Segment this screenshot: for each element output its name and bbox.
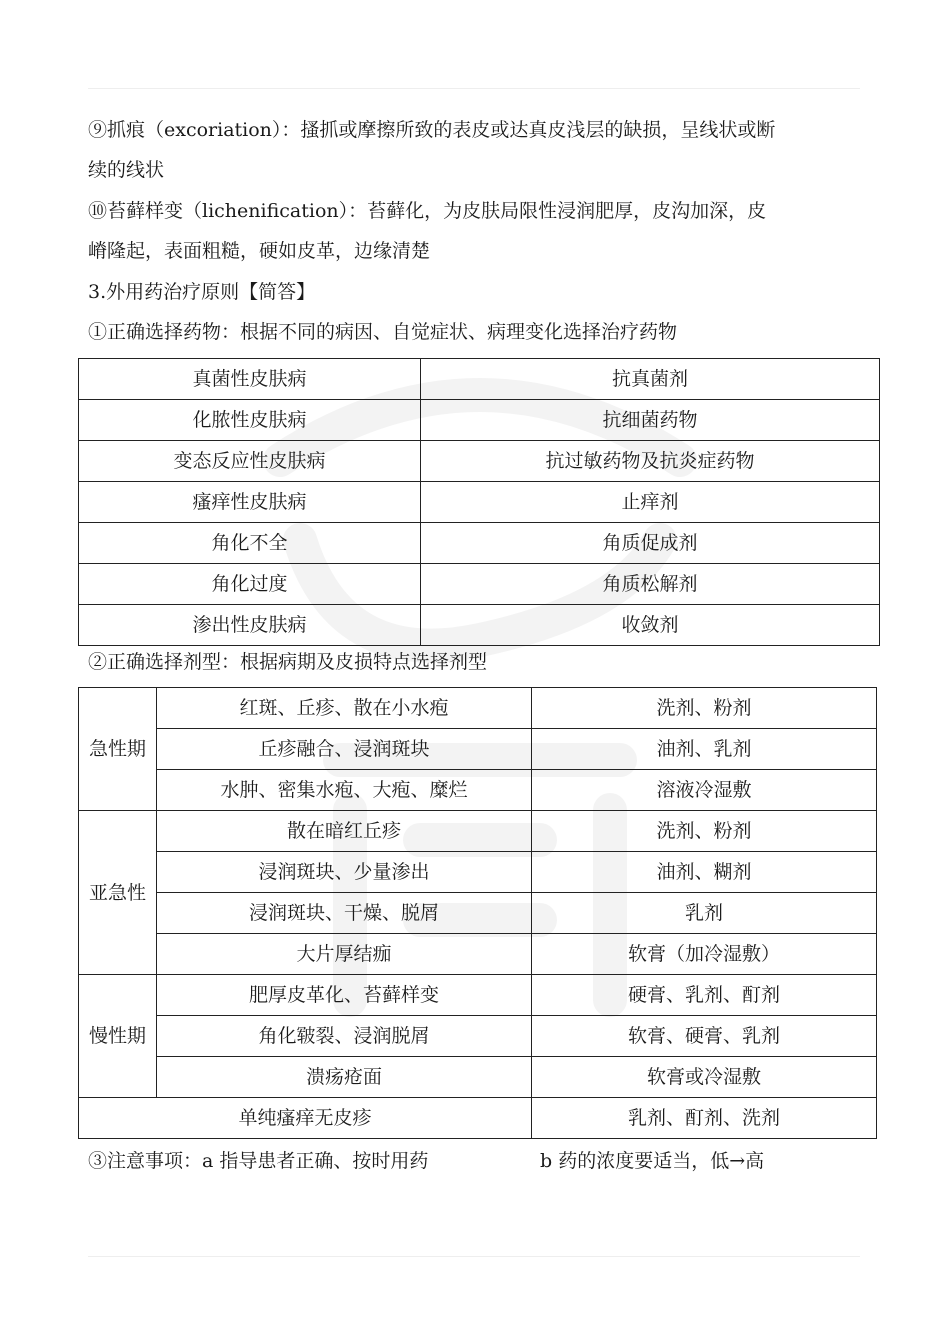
disease-cell: 真菌性皮肤病 xyxy=(79,359,421,400)
stage-cell-acute: 急性期 xyxy=(79,688,157,811)
footer-form-cell: 乳剂、酊剂、洗剂 xyxy=(532,1098,877,1139)
lesion-cell: 浸润斑块、干燥、脱屑 xyxy=(157,893,532,934)
point-3-text xyxy=(88,1148,428,1174)
drug-selection-table xyxy=(78,358,880,646)
table-row xyxy=(79,359,880,400)
table-row xyxy=(79,688,877,729)
form-cell: 溶液冷湿敷 xyxy=(532,770,877,811)
drug-cell: 抗真菌剂 xyxy=(421,359,880,400)
form-cell: 硬膏、乳剂、酊剂 xyxy=(532,975,877,1016)
drug-cell: 抗过敏药物及抗炎症药物 xyxy=(421,441,880,482)
form-cell: 油剂、糊剂 xyxy=(532,852,877,893)
footer-rule xyxy=(88,1256,860,1257)
form-cell: 洗剂、粉剂 xyxy=(532,811,877,852)
point-2-text: ②正确选择剂型：根据病期及皮损特点选择剂型 xyxy=(88,651,488,673)
lesion-cell: 大片厚结痂 xyxy=(157,934,532,975)
disease-cell: 瘙痒性皮肤病 xyxy=(79,482,421,523)
lesion-cell: 丘疹融合、浸润斑块 xyxy=(157,729,532,770)
stage-cell-chronic: 慢性期 xyxy=(79,975,157,1098)
item-10-line-1: ⑩苔藓样变（lichenification）：苔藓化，为皮肤局限性浸润肥厚，皮沟加深，皮 xyxy=(88,200,767,222)
disease-cell: 角化不全 xyxy=(79,523,421,564)
lesion-cell: 散在暗红丘疹 xyxy=(157,811,532,852)
stage-cell-subacute: 亚急性 xyxy=(79,811,157,975)
item-10-line-2: 嵴隆起，表面粗糙，硬如皮革，边缘清楚 xyxy=(88,240,431,262)
form-cell: 乳剂 xyxy=(532,893,877,934)
lesion-cell: 红斑、丘疹、散在小水疱 xyxy=(157,688,532,729)
section-3-heading: 3.外用药治疗原则【简答】 xyxy=(88,281,316,303)
drug-cell: 止痒剂 xyxy=(421,482,880,523)
lesion-cell: 肥厚皮革化、苔藓样变 xyxy=(157,975,532,1016)
lesion-cell: 溃疡疮面 xyxy=(157,1057,532,1098)
table-row xyxy=(79,1057,877,1098)
table-row xyxy=(79,811,877,852)
point-1-text: ①正确选择药物：根据不同的病因、自觉症状、病理变化选择治疗药物 xyxy=(88,321,678,343)
table-row xyxy=(79,482,880,523)
form-cell: 油剂、乳剂 xyxy=(532,729,877,770)
disease-cell: 变态反应性皮肤病 xyxy=(79,441,421,482)
item-9-line-1: ⑨抓痕（excoriation）：搔抓或摩擦所致的表皮或达真皮浅层的缺损，呈线状或断 xyxy=(88,119,776,141)
form-cell: 软膏或冷湿敷 xyxy=(532,1057,877,1098)
table-row xyxy=(79,523,880,564)
table-row xyxy=(79,605,880,646)
table-row xyxy=(79,564,880,605)
drug-cell: 角质松解剂 xyxy=(421,564,880,605)
table-row xyxy=(79,729,877,770)
dosage-form-table xyxy=(78,687,877,1139)
lesion-cell: 角化皲裂、浸润脱屑 xyxy=(157,1016,532,1057)
table-row xyxy=(79,975,877,1016)
point-3-part-a: ③注意事项：a 指导患者正确、按时用药 xyxy=(88,1150,429,1172)
table-row xyxy=(79,441,880,482)
item-9-line-2: 续的线状 xyxy=(88,159,165,181)
form-cell: 洗剂、粉剂 xyxy=(532,688,877,729)
table-row xyxy=(79,852,877,893)
table-row xyxy=(79,1016,877,1057)
drug-cell: 抗细菌药物 xyxy=(421,400,880,441)
disease-cell: 角化过度 xyxy=(79,564,421,605)
lesion-cell: 浸润斑块、少量渗出 xyxy=(157,852,532,893)
form-cell: 软膏、硬膏、乳剂 xyxy=(532,1016,877,1057)
disease-cell: 渗出性皮肤病 xyxy=(79,605,421,646)
disease-cell: 化脓性皮肤病 xyxy=(79,400,421,441)
table-row xyxy=(79,934,877,975)
form-cell: 软膏（加冷湿敷） xyxy=(532,934,877,975)
table-row xyxy=(79,893,877,934)
header-rule xyxy=(88,88,860,89)
table-row xyxy=(79,770,877,811)
drug-cell: 角质促成剂 xyxy=(421,523,880,564)
point-3-part-b: b 药的浓度要适当，低→高 xyxy=(540,1150,765,1172)
table-row xyxy=(79,1098,877,1139)
table-row xyxy=(79,400,880,441)
lesion-cell: 水肿、密集水疱、大疱、糜烂 xyxy=(157,770,532,811)
footer-lesion-cell: 单纯瘙痒无皮疹 xyxy=(79,1098,532,1139)
drug-cell: 收敛剂 xyxy=(421,605,880,646)
